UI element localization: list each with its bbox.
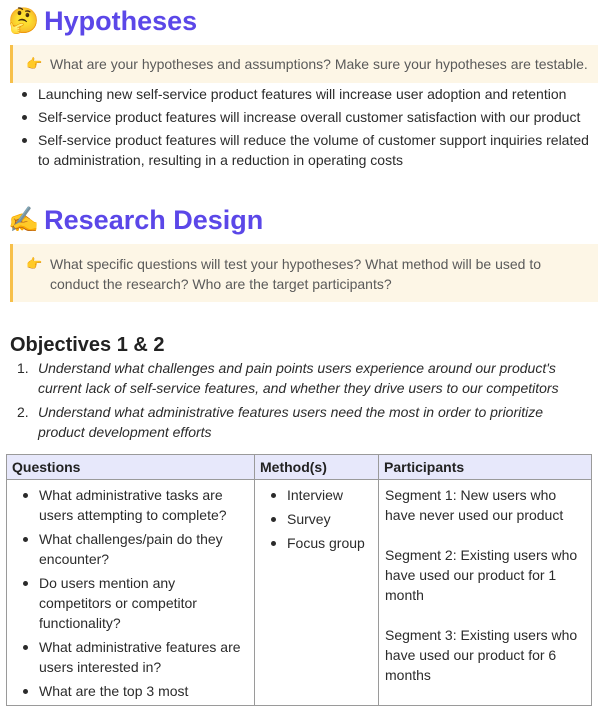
hypotheses-heading xyxy=(8,6,197,37)
list-number: 1. xyxy=(17,360,29,376)
list-item: Do users mention any competitors or competitor functionality? xyxy=(13,573,248,633)
questions-cell xyxy=(7,480,255,706)
list-item: Self-service product features will increase overall customer satisfaction with our product xyxy=(0,107,600,127)
list-item: Self-service product features will reduce the volume of customer support inquiries related to administration, resulting in a reduction in operating costs xyxy=(0,130,600,170)
list-item: What challenges/pain do they encounter? xyxy=(13,529,248,569)
table-row xyxy=(7,480,592,706)
pointing-hand-icon: 👉 xyxy=(26,56,43,71)
objectives-list xyxy=(0,358,600,446)
list-item: Launching new self-service product features will increase user adoption and retention xyxy=(0,84,600,104)
research-design-heading xyxy=(8,205,263,236)
objectives-heading: Objectives 1 & 2 xyxy=(10,334,165,356)
list-item: What administrative tasks are users attempting to complete? xyxy=(13,485,248,525)
research-design-title: Research Design xyxy=(44,205,264,235)
column-header-methods: Method(s) xyxy=(255,455,379,480)
list-item xyxy=(0,402,600,442)
participant-segment: Segment 3: Existing users who have used our product for 6 months xyxy=(385,627,578,683)
list-number: 2. xyxy=(17,404,29,420)
research-design-callout xyxy=(10,244,598,302)
participants-cell xyxy=(379,480,592,706)
list-item: Focus group xyxy=(261,533,372,553)
list-item: What are the top 3 most xyxy=(13,681,248,701)
hypotheses-callout-text: What are your hypotheses and assumptions? Make sure your hypotheses are testable. xyxy=(50,56,588,72)
research-design-callout-text: What specific questions will test your hypotheses? What method will be used to conduct the research? Who are the target participants? xyxy=(50,256,542,292)
hypotheses-title: Hypotheses xyxy=(44,6,198,36)
participant-segment: Segment 2: Existing users who have used our product for 1 month xyxy=(385,547,578,603)
list-item: Interview xyxy=(261,485,372,505)
participant-segment: Segment 1: New users who have never used our product xyxy=(385,487,564,523)
objective-text: Understand what administrative features users need the most in order to prioritize product development efforts xyxy=(38,404,544,440)
objective-text: Understand what challenges and pain points users experience around our product's current lack of self-service features, and whether they drive users to our competitors xyxy=(38,360,559,396)
research-table xyxy=(6,454,592,706)
hypotheses-list xyxy=(0,84,600,173)
list-item: Survey xyxy=(261,509,372,529)
methods-cell xyxy=(255,480,379,706)
column-header-questions: Questions xyxy=(7,455,255,480)
list-item: What administrative features are users interested in? xyxy=(13,637,248,677)
hypotheses-callout xyxy=(10,45,598,83)
writing-hand-icon: ✍️ xyxy=(8,206,40,234)
column-header-participants: Participants xyxy=(379,455,592,480)
thinking-face-icon: 🤔 xyxy=(8,7,40,35)
list-item xyxy=(0,358,600,398)
pointing-hand-icon: 👉 xyxy=(26,256,43,271)
table-header-row xyxy=(7,455,592,480)
